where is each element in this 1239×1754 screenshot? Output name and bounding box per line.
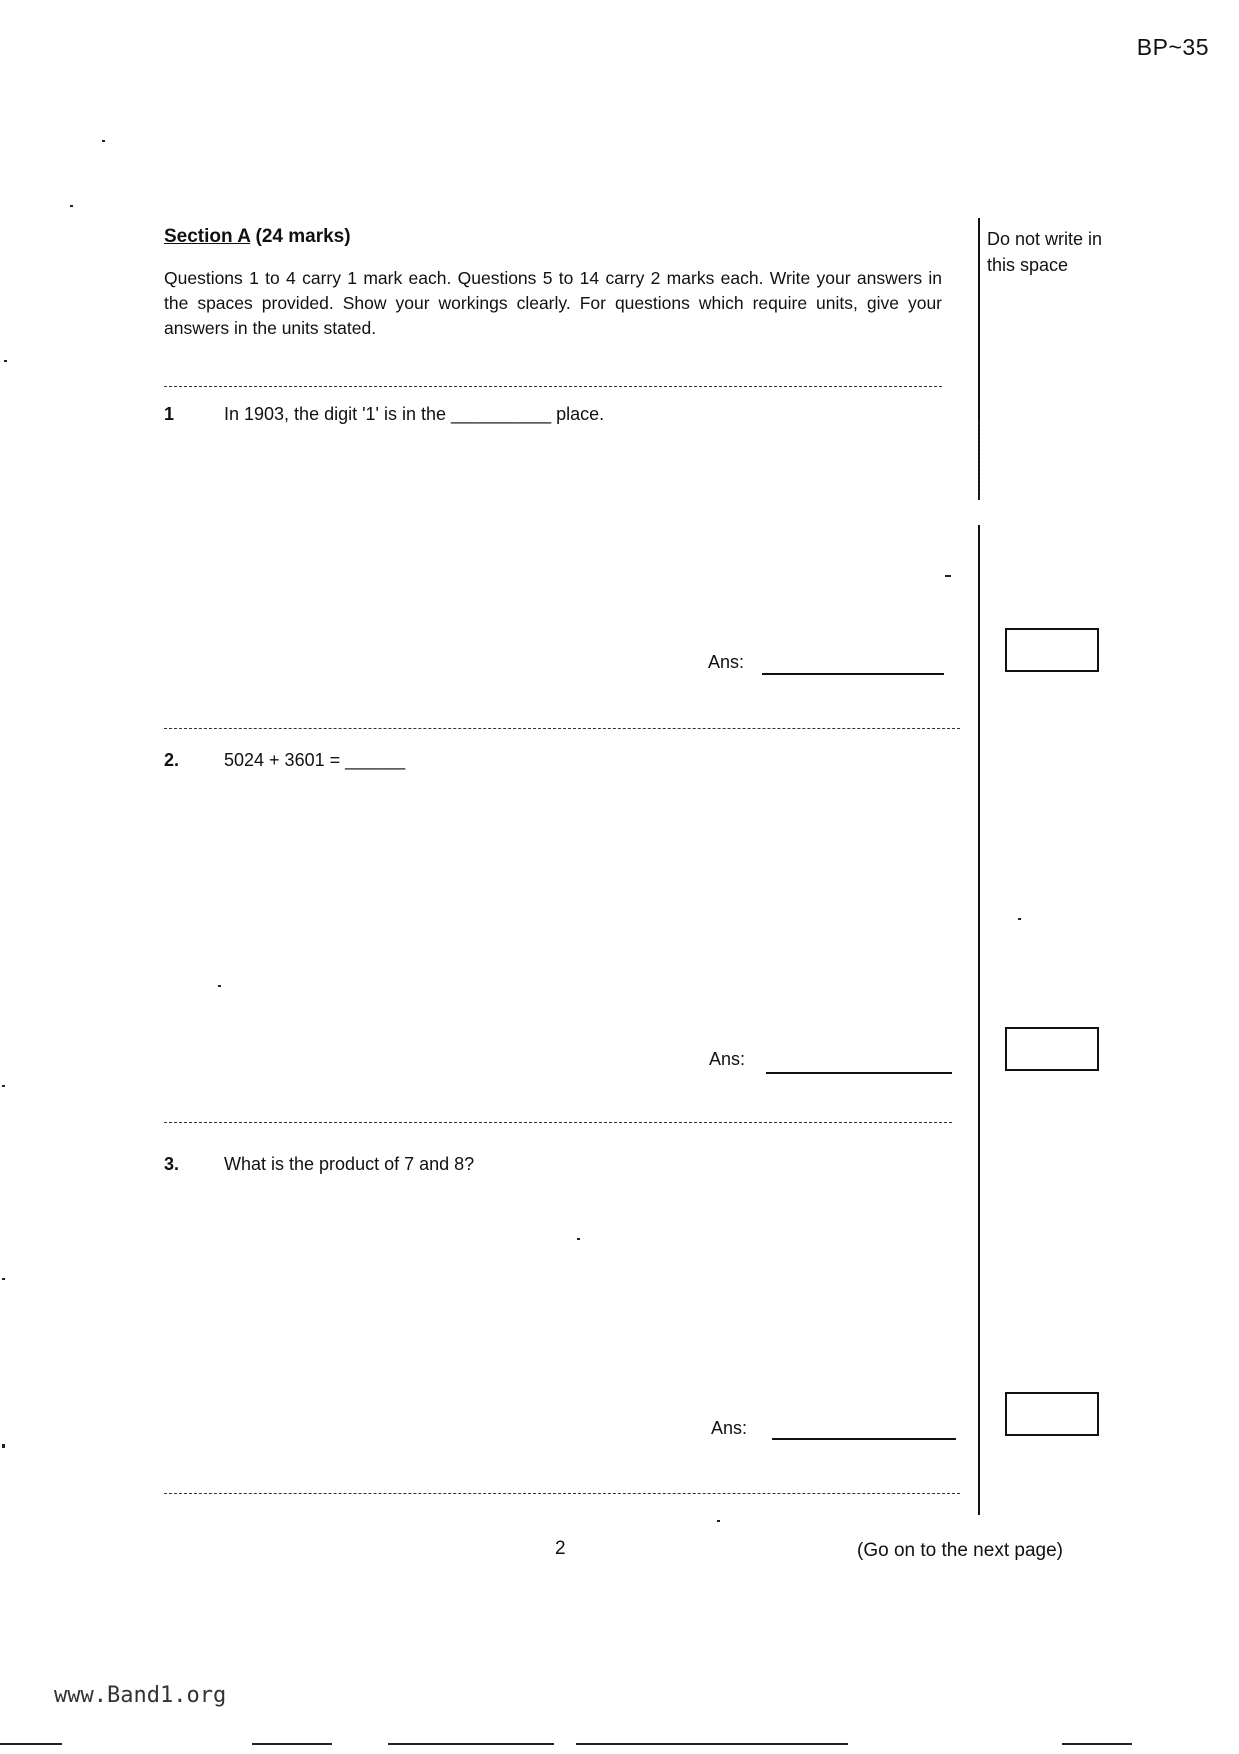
section-instructions: Questions 1 to 4 carry 1 mark each. Questions 5 to 14 carry 2 marks each. Write your answers in the spaces provided. Show your workings clearly. For questions which require units, give your answers in the units stated. xyxy=(164,268,942,338)
page-number: 2 xyxy=(555,1538,566,1559)
question-divider xyxy=(164,1122,952,1123)
question-text: In 1903, the digit '1' is in the __________ place. xyxy=(224,404,605,424)
scan-speck xyxy=(4,360,7,362)
section-title xyxy=(164,226,351,248)
answer-line[interactable] xyxy=(772,1438,956,1440)
scan-speck xyxy=(102,140,105,142)
scan-speck xyxy=(945,575,951,577)
scan-edge-line xyxy=(0,1743,62,1745)
scan-speck xyxy=(2,1085,5,1087)
scan-speck xyxy=(2,1278,5,1280)
question-text: 5024 + 3601 = ______ xyxy=(224,750,406,770)
question-divider xyxy=(164,728,960,729)
page-code: BP~35 xyxy=(1136,34,1209,60)
question-divider xyxy=(164,386,942,387)
scan-speck xyxy=(70,205,73,207)
watermark: www.Band1.org xyxy=(54,1683,227,1708)
question-divider xyxy=(164,1493,960,1494)
scan-speck xyxy=(717,1520,720,1522)
answer-line[interactable] xyxy=(766,1072,952,1074)
question-text: What is the product of 7 and 8? xyxy=(224,1154,475,1174)
scan-speck xyxy=(218,985,221,987)
section-title-marks: (24 marks) xyxy=(250,226,351,247)
scan-edge-line xyxy=(252,1743,332,1745)
margin-divider xyxy=(978,420,980,500)
margin-label: Do not write in this space xyxy=(987,229,1103,275)
scan-edge-line xyxy=(1062,1743,1132,1745)
mark-box xyxy=(1005,1392,1099,1436)
scan-edge-line xyxy=(576,1743,848,1745)
answer-label: Ans: xyxy=(711,1418,748,1438)
question-number: 2. xyxy=(164,750,180,770)
question-number: 1 xyxy=(164,404,175,424)
scan-edge-line xyxy=(388,1743,554,1745)
section-title-prefix: Section A xyxy=(164,226,251,247)
answer-line[interactable] xyxy=(762,673,944,675)
question-number: 3. xyxy=(164,1154,180,1174)
mark-box xyxy=(1005,1027,1099,1071)
scan-speck xyxy=(1018,918,1021,920)
scan-speck xyxy=(577,1238,580,1240)
mark-box xyxy=(1005,628,1099,672)
answer-label: Ans: xyxy=(708,652,745,672)
scan-speck xyxy=(2,1444,5,1448)
answer-label: Ans: xyxy=(709,1049,746,1069)
continue-notice: (Go on to the next page) xyxy=(857,1540,1063,1561)
margin-divider xyxy=(978,525,980,1515)
